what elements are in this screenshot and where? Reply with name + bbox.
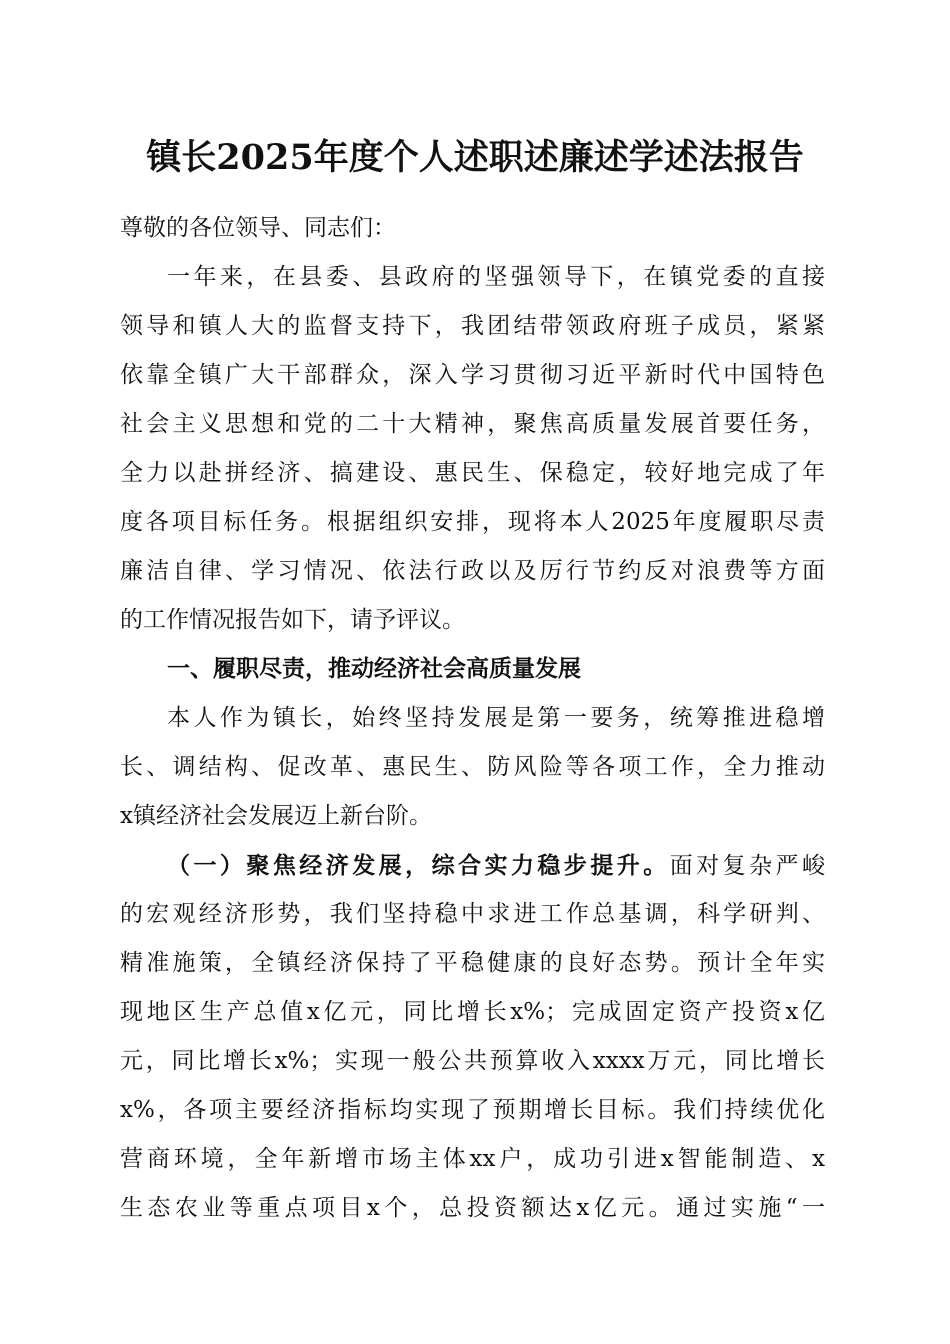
- paragraph-line: 领导和镇人大的监督支持下，我团结带领政府班子成员，紧紧: [120, 313, 825, 339]
- paragraph-line: 全力以赴拼经济、搞建设、惠民生、保稳定，较好地完成了年: [120, 460, 825, 486]
- paragraph-line: 本人作为镇长，始终坚持发展是第一要务，统筹推进稳增: [167, 705, 825, 731]
- paragraph-line: 现地区生产总值x亿元，同比增长x%；完成固定资产投资x亿: [120, 999, 825, 1025]
- paragraph-line: 度各项目标任务。根据组织安排，现将本人2025年度履职尽责: [120, 509, 825, 535]
- paragraph-line: x%，各项主要经济指标均实现了预期增长目标。我们持续优化: [120, 1097, 825, 1123]
- salutation: 尊敬的各位领导、同志们：: [120, 215, 396, 241]
- subsection-heading: （一）聚焦经济发展，综合实力稳步提升。: [167, 852, 670, 879]
- paragraph-line: 社会主义思想和党的二十大精神，聚焦高质量发展首要任务，: [120, 411, 825, 437]
- paragraph-line: 的宏观经济形势，我们坚持稳中求进工作总基调，科学研判、: [120, 901, 825, 927]
- paragraph-line: 的工作情况报告如下，请予评议。: [120, 607, 465, 633]
- paragraph-line: 依靠全镇广大干部群众，深入学习贯彻习近平新时代中国特色: [120, 362, 825, 388]
- paragraph-line: 精准施策，全镇经济保持了平稳健康的良好态势。预计全年实: [120, 950, 825, 976]
- document-body: [120, 204, 825, 1233]
- paragraph-line: 营商环境，全年新增市场主体xx户，成功引进x智能制造、x: [120, 1146, 825, 1172]
- subsection-text: 面对复杂严峻: [669, 853, 826, 879]
- document-title: 镇长2025年度个人述职述廉述学述法报告: [146, 137, 804, 178]
- section-heading: 一、履职尽责，推动经济社会高质量发展: [167, 656, 581, 682]
- paragraph-line: x镇经济社会发展迈上新台阶。: [120, 803, 432, 829]
- paragraph-line: 一年来，在县委、县政府的坚强领导下，在镇党委的直接: [167, 264, 825, 290]
- paragraph-line: 廉洁自律、学习情况、依法行政以及厉行节约反对浪费等方面: [120, 558, 825, 584]
- paragraph-line: 长、调结构、促改革、惠民生、防风险等各项工作，全力推动: [120, 754, 825, 780]
- paragraph-line: 元，同比增长x%；实现一般公共预算收入xxxx万元，同比增长: [120, 1048, 825, 1074]
- subsection-first-line: [120, 841, 825, 890]
- paragraph-line: 生态农业等重点项目x个，总投资额达x亿元。通过实施“一: [120, 1195, 825, 1221]
